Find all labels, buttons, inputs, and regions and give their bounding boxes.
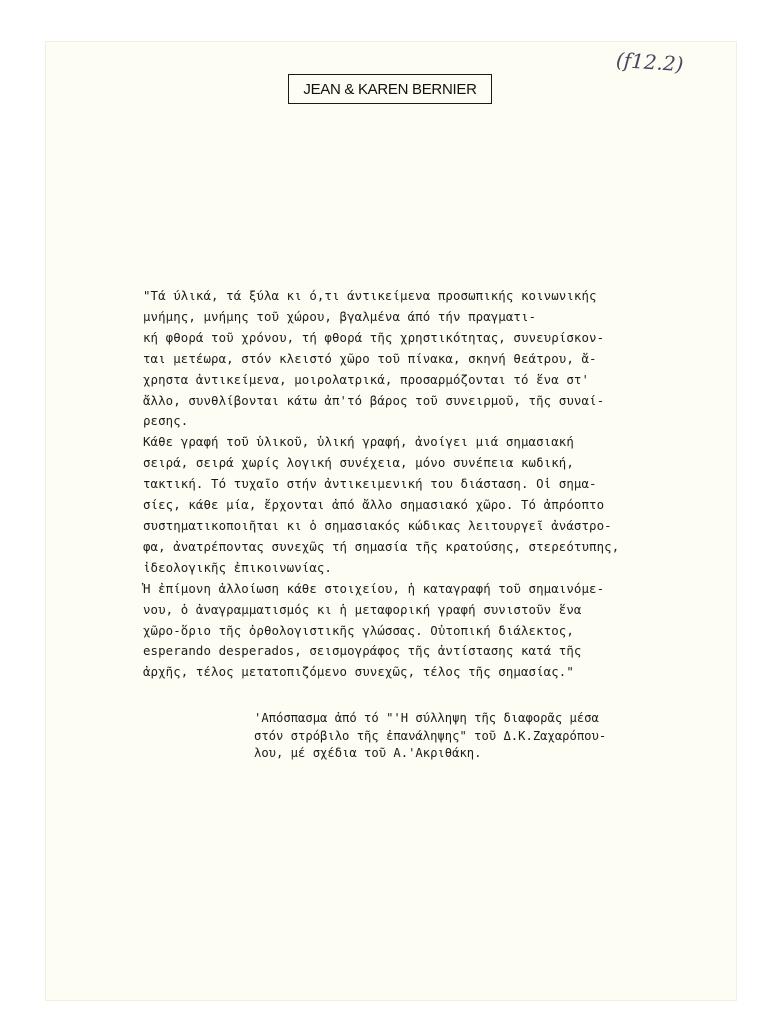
quote-line: σίες, κάθε μία, ἔρχονται ἀπό ἄλλο σημασιακό χῶρο. Τό ἀπρόοπτο xyxy=(143,497,605,513)
quote-line: ἄλλο, συνθλίβονται κάτω ἀπ'τό βάρος τοῦ συνειρμοῦ, τῆς συναί- xyxy=(143,392,605,408)
quote-line: μνήμης, μνήμης τοῦ χώρου, βγαλμένα άπό τήν πραγματι- xyxy=(143,308,537,324)
quote-line: "Τά ύλικά, τά ξύλα κι ό,τι άντικείμενα προσωπικής κοινωνικής xyxy=(143,288,597,303)
quote-line: νου, ὁ ἀναγραμματισμός κι ἡ μεταφορική γραφή συνιστοῦν ἕνα xyxy=(143,601,582,617)
quote-line: ρεσης. xyxy=(143,413,189,429)
quote-line: σειρά, σειρά χωρίς λογική συνέχεια, μόνο συνέπεια κωδική, xyxy=(143,455,574,471)
handwritten-note: (f12.2) xyxy=(615,47,685,77)
document-page xyxy=(46,42,736,1000)
quote-line: Ἡ ἐπίμονη ἀλλοίωση κάθε στοιχείου, ἡ καταγραφή τοῦ σημαινόμε- xyxy=(143,580,605,596)
quote-line: συστηματικοποιῆται κι ὁ σημασιακός κώδικας λειτουργεῖ ἀνάστρο- xyxy=(143,517,612,533)
letterhead-name: JEAN & KAREN BERNIER xyxy=(303,80,477,98)
quote-line: τακτική. Τό τυχαῖο στήν ἀντικειμενική του διάσταση. Οἱ σημα- xyxy=(143,476,597,492)
quote-line: esperando desperados, σεισμογράφος τῆς ἀντίστασης κατά τῆς xyxy=(143,643,582,659)
quote-line: Κάθε γραφή τοῦ ὑλικοῦ, ὑλική γραφή, ἀνοίγει μιά σημασιακή xyxy=(143,434,574,450)
quote-line: ται μετέωρα, στόν κλειστό χῶρο τοῦ πίνακα, σκηνή θεάτρου, ἄ- xyxy=(143,350,597,366)
quote-line: χῶρο-ὅριο τῆς ὀρθολογιστικῆς γλώσσας. Οὐτοπική διάλεκτος, xyxy=(143,622,574,638)
quote-line: κή φθορά τοῦ χρόνου, τή φθορά τῆς χρηστικότητας, συνευρίσκον- xyxy=(143,329,605,345)
quote-line: ἰδεολογικῆς ἐπικοινωνίας. xyxy=(143,559,332,575)
quote-line: φα, ἀνατρέποντας συνεχῶς τή σημασία τῆς κρατούσης, στερεότυπης, xyxy=(143,538,620,554)
quote-text xyxy=(143,286,663,683)
quote-line: χρηστα ἀντικείμενα, μοιρολατρικά, προσαρμόζονται τό ἕνα στ' xyxy=(143,371,590,387)
caption-line: 'Απόσπασμα ἀπό τό "'Η σύλληψη τῆς διαφορᾶς μέσα xyxy=(254,711,599,725)
caption-text xyxy=(254,710,674,763)
caption-line: λου, μέ σχέδια τοῦ Α.'Ακριθάκη. xyxy=(254,746,482,760)
caption-line: στόν στρόβιλο τῆς ἐπανάληψης" τοῦ Δ.Κ.Ζαχαρόπου- xyxy=(254,728,607,743)
letterhead-box xyxy=(288,74,492,104)
quote-line: ἀρχῆς, τέλος μετατοπιζόμενο συνεχῶς, τέλος τῆς σημασίας." xyxy=(143,664,574,680)
